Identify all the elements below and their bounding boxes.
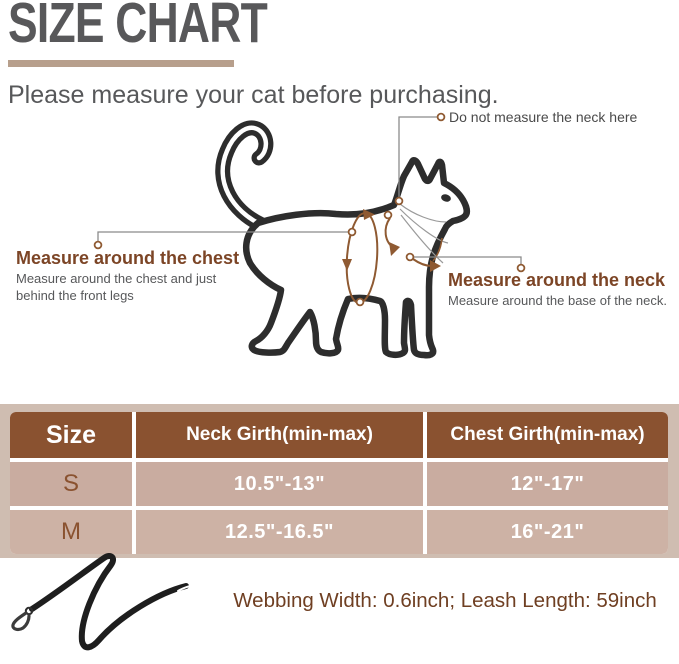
size-table xyxy=(10,412,668,554)
row-m-size: M xyxy=(10,510,132,554)
leash-strap xyxy=(32,556,190,647)
column-header-size: Size xyxy=(10,412,132,458)
cat-outline xyxy=(246,160,467,355)
row-s-neck-girth: 10.5"-13" xyxy=(136,462,423,506)
note-do-not-measure: Do not measure the neck here xyxy=(449,109,638,125)
row-s-chest-girth: 12"-17" xyxy=(427,462,668,506)
row-s-size: S xyxy=(10,462,132,506)
row-m-chest-girth: 16"-21" xyxy=(427,510,668,554)
neck-measure-title: Measure around the neck xyxy=(448,270,666,290)
column-header-neck-girth: Neck Girth(min-max) xyxy=(136,412,423,458)
neck-measure-description: Measure around the base of the neck. xyxy=(448,293,667,308)
chest-measure-description: Measure around the chest and just behind the front legs xyxy=(16,271,217,303)
title-underline xyxy=(8,60,234,67)
leash-illustration xyxy=(0,545,220,664)
column-header-chest-girth: Chest Girth(min-max) xyxy=(427,412,668,458)
leash-spec-text: Webbing Width: 0.6inch; Leash Length: 59inch xyxy=(233,589,657,612)
page-subtitle: Please measure your cat before purchasing. xyxy=(8,81,499,109)
page-title: SIZE CHART xyxy=(8,0,267,55)
chest-measure-title: Measure around the chest xyxy=(16,248,240,268)
leash-snap-hook xyxy=(13,608,32,630)
cat-tail xyxy=(223,128,266,225)
row-m-neck-girth: 12.5"-16.5" xyxy=(136,510,423,554)
